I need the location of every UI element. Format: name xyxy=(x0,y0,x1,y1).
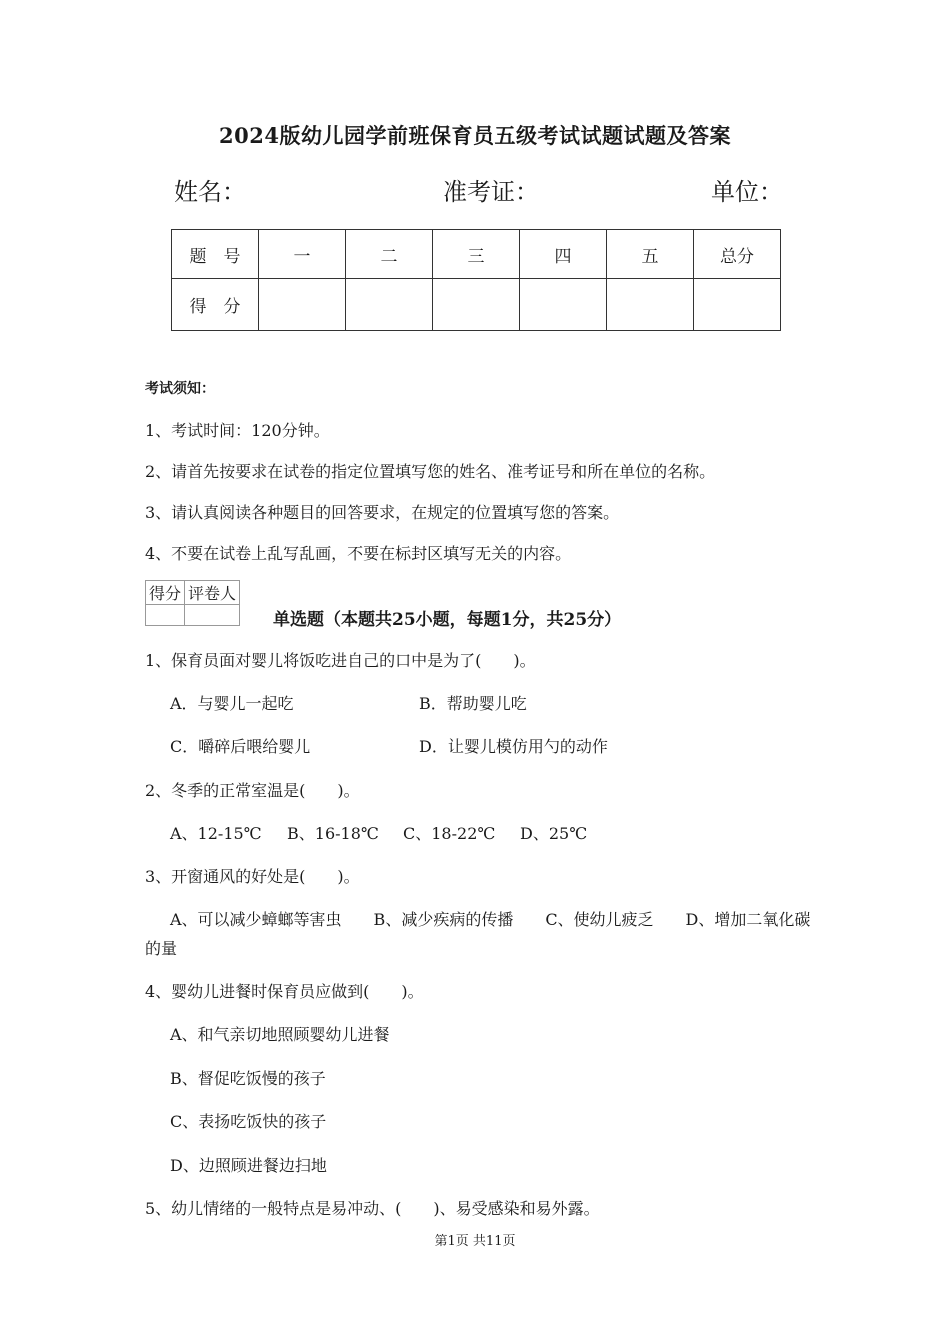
score-table xyxy=(171,229,781,331)
question-option: B．帮助婴儿吃 xyxy=(419,694,527,713)
section-title: 单选题（本题共25小题，每题1分，共25分） xyxy=(273,610,622,630)
question-stem: 2、冬季的正常室温是( )。 xyxy=(145,781,360,800)
question-option: A、和气亲切地照顾婴幼儿进餐 xyxy=(170,1025,390,1044)
score-table-header: 四 xyxy=(520,230,607,279)
grader-score-cell xyxy=(146,605,185,626)
score-table-header: 二 xyxy=(346,230,433,279)
grader-reviewer-cell xyxy=(185,605,240,626)
unit-label: 单位： xyxy=(711,178,783,206)
question-option: B、16-18℃ xyxy=(287,824,379,843)
question-option: D、25℃ xyxy=(520,824,588,843)
question-option: A、12-15℃ xyxy=(170,824,262,843)
score-table-header-row xyxy=(172,230,781,279)
question-stem: 3、开窗通风的好处是( )。 xyxy=(145,867,360,886)
score-table-header: 总分 xyxy=(694,230,781,279)
score-table-header: 一 xyxy=(259,230,346,279)
question-stem: 4、婴幼儿进餐时保育员应做到( )。 xyxy=(145,982,424,1001)
score-table-header: 五 xyxy=(607,230,694,279)
question-option: B、督促吃饭慢的孩子 xyxy=(170,1069,326,1088)
notice-item: 4、不要在试卷上乱写乱画，不要在标封区填写无关的内容。 xyxy=(145,544,572,563)
score-table-score-row xyxy=(172,279,781,331)
page-footer: 第1页 共11页 xyxy=(434,1234,516,1249)
notice-title: 考试须知： xyxy=(145,381,215,397)
grader-score-label: 得分 xyxy=(146,581,185,605)
question-option: D．让婴儿模仿用勺的动作 xyxy=(419,737,608,756)
score-table-header: 题 号 xyxy=(172,230,259,279)
question-option: D、边照顾进餐边扫地 xyxy=(170,1156,327,1175)
name-label: 姓名： xyxy=(174,178,246,206)
notice-item: 2、请首先按要求在试卷的指定位置填写您的姓名、准考证号和所在单位的名称。 xyxy=(145,462,716,481)
score-cell xyxy=(346,279,433,331)
score-cell xyxy=(259,279,346,331)
question-stem: 5、幼儿情绪的一般特点是易冲动、( )、易受感染和易外露。 xyxy=(145,1199,600,1218)
question-option: C．嚼碎后喂给婴儿 xyxy=(170,737,311,756)
score-cell xyxy=(520,279,607,331)
exam-id-label: 准考证： xyxy=(443,178,539,206)
question-options-line: A、可以减少蟑螂等害虫 B、减少疾病的传播 C、使幼儿疲乏 D、增加二氧化碳 xyxy=(170,910,811,929)
score-row-label: 得 分 xyxy=(172,279,259,331)
notice-item: 1、考试时间：120分钟。 xyxy=(145,421,330,440)
question-options-line: 的量 xyxy=(145,939,178,958)
score-cell xyxy=(694,279,781,331)
question-option: C、18-22℃ xyxy=(403,824,496,843)
question-option: C、表扬吃饭快的孩子 xyxy=(170,1112,327,1131)
notice-item: 3、请认真阅读各种题目的回答要求，在规定的位置填写您的答案。 xyxy=(145,503,620,522)
score-cell xyxy=(607,279,694,331)
score-cell xyxy=(433,279,520,331)
grader-table xyxy=(145,580,240,626)
grader-reviewer-label: 评卷人 xyxy=(185,581,240,605)
question-option: A．与婴儿一起吃 xyxy=(170,694,294,713)
question-stem: 1、保育员面对婴儿将饭吃进自己的口中是为了( )。 xyxy=(145,651,536,670)
document-title: 2024版幼儿园学前班保育员五级考试试题试题及答案 xyxy=(219,123,731,148)
score-table-header: 三 xyxy=(433,230,520,279)
